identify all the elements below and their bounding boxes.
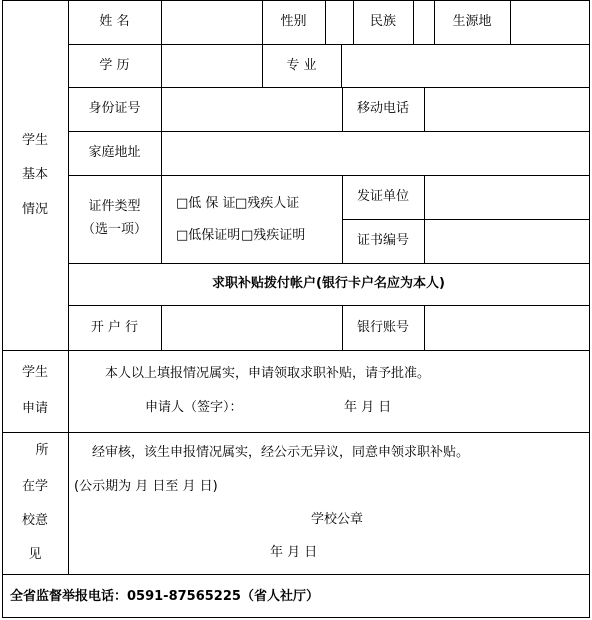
school-publicity-period: (公示期为 月 日至 月 日) — [74, 479, 218, 494]
school-date: 年 月 日 — [270, 545, 318, 560]
account-heading: 求职补贴拨付帐户(银行卡户名应为本人) — [212, 276, 445, 291]
section-divider — [2, 574, 590, 575]
label-cert-issuer: 发证单位 — [356, 189, 409, 204]
section-header-school-line3: 校意 — [21, 513, 48, 528]
table-border-right — [589, 0, 590, 618]
label-mobile: 移动电话 — [356, 101, 409, 116]
signature-field[interactable] — [250, 396, 330, 418]
cell-divider — [161, 175, 162, 263]
label-gender: 性别 — [280, 14, 307, 29]
table-border-bottom — [2, 617, 590, 618]
section-header-apply-line2: 申请 — [21, 401, 48, 416]
cert-option-low-income-proof[interactable]: □低保证明 — [176, 228, 241, 243]
label-education: 学 历 — [99, 58, 130, 73]
address-field[interactable] — [162, 132, 589, 175]
id-number-field[interactable] — [162, 88, 342, 131]
cert-option-disability-cert[interactable]: □残疾人证 — [235, 196, 300, 211]
label-bank: 开 户 行 — [90, 320, 139, 335]
section-header-student-line1: 学生 — [21, 133, 48, 148]
label-bank-account: 银行账号 — [356, 320, 409, 335]
label-cert-type-note: （选一项） — [81, 222, 147, 237]
school-statement: 经审核，该生申报情况属实，经公示无异议，同意申领求职补贴。 — [92, 445, 470, 460]
section-header-school-line2: 在学 — [21, 479, 48, 494]
label-cert-type: 证件类型 — [88, 199, 141, 214]
section-header-apply-line1: 学生 — [21, 365, 48, 380]
label-address: 家庭地址 — [88, 145, 141, 160]
apply-signer-label: 申请人（签字）： — [145, 400, 243, 415]
label-origin: 生源地 — [452, 14, 492, 29]
gender-field[interactable] — [326, 1, 353, 44]
cert-number-field[interactable] — [425, 220, 589, 263]
section-header-student-line3: 情况 — [21, 202, 48, 217]
section-header-student-line2: 基本 — [21, 167, 48, 182]
section-divider — [2, 432, 590, 433]
table-border-top — [2, 0, 590, 1]
footer-hotline: 全省监督举报电话：0591-87565225（省人社厅） — [10, 589, 319, 604]
label-id-number: 身份证号 — [88, 101, 141, 116]
origin-field[interactable] — [511, 1, 589, 44]
ethnicity-field[interactable] — [414, 1, 434, 44]
education-field[interactable] — [162, 45, 262, 87]
bank-account-field[interactable] — [425, 306, 589, 350]
school-seal-label: 学校公章 — [311, 512, 364, 527]
label-name: 姓 名 — [99, 14, 130, 29]
label-ethnicity: 民族 — [369, 14, 396, 29]
apply-date: 年 月 日 — [344, 400, 392, 415]
mobile-field[interactable] — [425, 88, 589, 131]
section-header-school-line4: 见 — [28, 547, 42, 562]
label-major: 专 业 — [286, 58, 317, 73]
cert-issuer-field[interactable] — [425, 176, 589, 219]
apply-statement: 本人以上填报情况属实，申请领取求职补贴，请予批准。 — [105, 366, 431, 381]
label-cert-number: 证书编号 — [356, 233, 409, 248]
name-field[interactable] — [162, 1, 262, 44]
row-divider — [68, 263, 589, 264]
bank-field[interactable] — [162, 306, 342, 350]
cert-option-disability-proof[interactable]: □残疾证明 — [241, 228, 306, 243]
section-header-school-line1: 所 — [35, 443, 49, 458]
major-field[interactable] — [342, 45, 589, 87]
cert-option-low-income-cert[interactable]: □低 保 证 — [176, 196, 236, 211]
section-divider — [2, 350, 590, 351]
